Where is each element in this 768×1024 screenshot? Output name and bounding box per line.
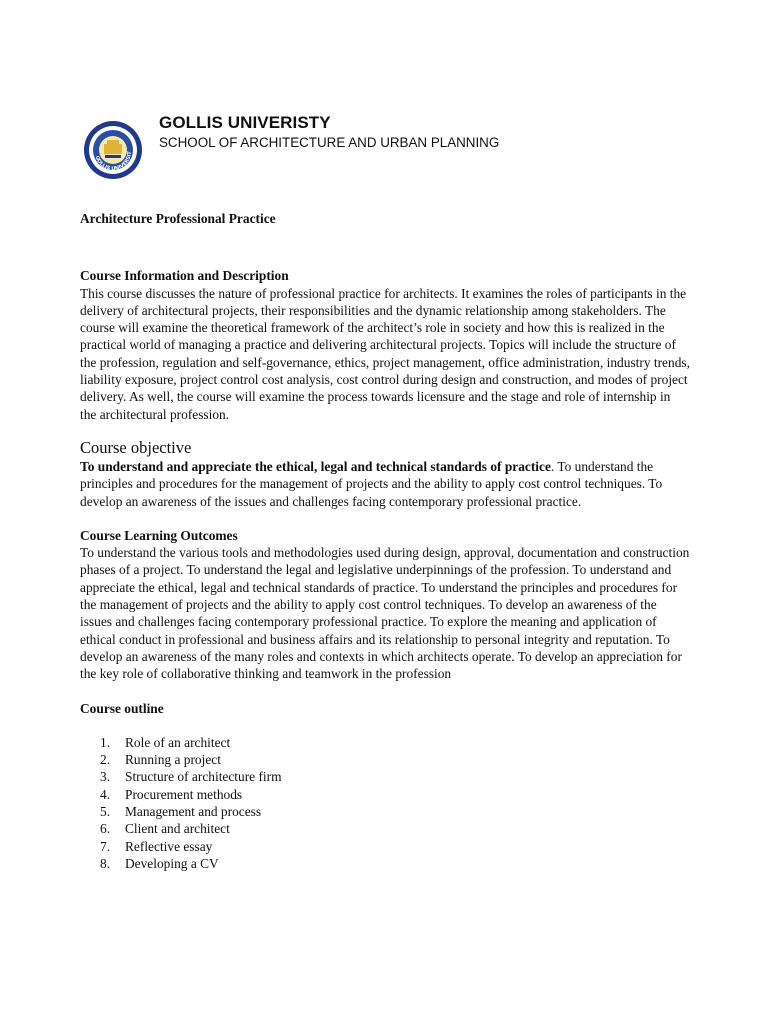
list-item <box>80 751 690 768</box>
objective-rest: . To understand the principles and procedures for the management of projects and the ability to apply cost control techniques. To develop an awareness of the issues and challenges facing contemporary professional practice. <box>80 458 663 509</box>
list-item-text: Reflective essay <box>125 838 213 854</box>
university-name: GOLLIS UNIVERISTY <box>159 113 331 132</box>
outline-heading: Course outline <box>80 700 164 716</box>
list-item <box>80 838 690 855</box>
list-item-number: 8. <box>100 855 111 871</box>
list-item-text: Procurement methods <box>125 786 243 802</box>
list-item-text: Developing a CV <box>125 855 219 871</box>
university-seal-icon <box>83 120 143 180</box>
list-item-text: Structure of architecture firm <box>125 769 282 785</box>
list-item <box>80 855 690 872</box>
document-body <box>80 210 690 872</box>
outcomes-heading: Course Learning Outcomes <box>80 527 238 543</box>
logo-text: GOLLIS UNIVERSIT <box>93 151 134 173</box>
objective-body <box>80 458 690 510</box>
list-item-text: Management and process <box>125 804 262 820</box>
list-item-number: 7. <box>100 838 111 854</box>
list-item <box>80 734 690 751</box>
list-item-text: Client and architect <box>125 821 230 837</box>
list-item-number: 2. <box>100 752 111 768</box>
list-item-text: Role of an architect <box>125 734 231 750</box>
document-title: Architecture Professional Practice <box>80 211 276 226</box>
list-item-number: 5. <box>100 804 111 820</box>
objective-lead: To understand and appreciate the ethical, legal and technical standards of practice <box>80 458 551 474</box>
school-name: SCHOOL OF ARCHITECTURE AND URBAN PLANNING <box>159 135 500 150</box>
outline-list <box>80 734 690 872</box>
outcomes-body: To understand the various tools and methodologies used during design, approval, documentation and construction phases of a project. To understand the legal and legislative underpinnings of the profession. To understand and appreciate the ethical, legal and technical standards of practice. To understand the principles and procedures for the management of projects and the ability to apply cost control techniques. To develop an awareness of the issues and challenges facing contemporary professional practice. To explore the meaning and application of ethical conduct in professional and business affairs and its relationship to personal integrity and reputation. To develop an awareness of the many roles and contexts in which architects operate. To develop an appreciation for the key role of collaborative thinking and teamwork in the profession <box>80 545 690 682</box>
list-item-number: 3. <box>100 769 111 785</box>
list-item <box>80 803 690 820</box>
list-item <box>80 820 690 837</box>
outline-section <box>80 700 690 873</box>
course-info-heading: Course Information and Description <box>80 268 289 284</box>
objective-heading: Course objective <box>80 437 192 457</box>
course-info-body: This course discusses the nature of professional practice for architects. It examines the roles of participants in the delivery of architectural projects, their responsibilities and the dynamic relationship among stakeholders. The course will examine the theoretical framework of the architect’s role in society and how this is realized in the practical world of managing a practice and delivering architectural projects. Topics will include the structure of the profession, regulation and self-governance, ethics, project management, office administration, industry trends, liability exposure, project control cost analysis, cost control during design and construction, and modes of project delivery. As well, the course will examine the process towards licensure and the stage and role of internship in the architectural profession. <box>80 285 690 422</box>
list-item-number: 4. <box>100 786 111 802</box>
objective-section <box>80 437 690 510</box>
course-info-section <box>80 267 690 423</box>
list-item <box>80 768 690 785</box>
list-item-text: Running a project <box>125 752 221 768</box>
outcomes-section <box>80 527 690 683</box>
list-item-number: 6. <box>100 821 111 837</box>
university-logo <box>83 120 143 180</box>
list-item-number: 1. <box>100 734 111 750</box>
list-item <box>80 786 690 803</box>
